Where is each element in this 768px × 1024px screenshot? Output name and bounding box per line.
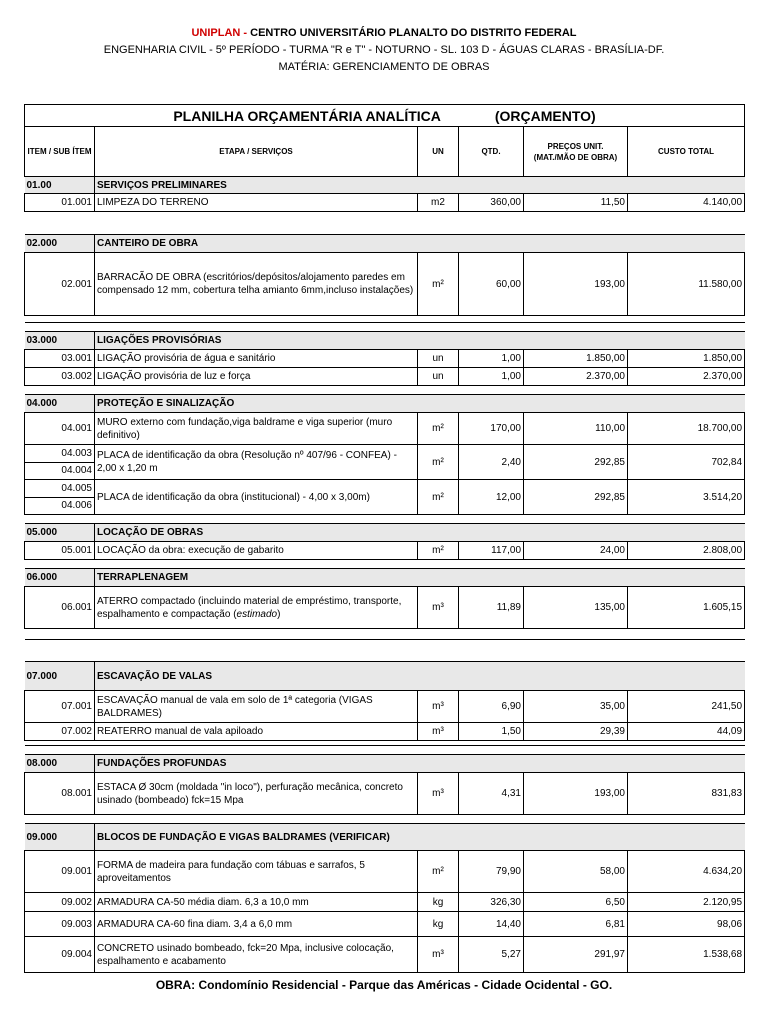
row-unit: un [418, 368, 459, 386]
row-quantity: 360,00 [459, 194, 524, 212]
header-line-1 [0, 27, 768, 39]
row-item: 04.001 [25, 413, 95, 445]
row-description: BARRACÃO DE OBRA (escritórios/depósitos/alojamento paredes em compensado 12 mm, cobertura telha amianto 6mm,incluso instalações) [95, 253, 418, 316]
row-item: 07.002 [25, 723, 95, 741]
section-row [25, 662, 745, 691]
row-quantity: 5,27 [459, 937, 524, 973]
section-name: ESCAVAÇÃO DE VALAS [95, 662, 745, 691]
row-description: ESTACA Ø 30cm (moldada "in loco"), perfuração mecânica, concreto usinado (bombeado) fck=15 Mpa [95, 773, 418, 815]
row-unit-price: 6,81 [524, 912, 628, 937]
section-name: LOCAÇÃO DE OBRAS [95, 524, 745, 542]
row-description: CONCRETO usinado bombeado, fck=20 Mpa, inclusive colocação, espalhamento e acabamento [95, 937, 418, 973]
row-item: 09.003 [25, 912, 95, 937]
row-unit: m² [418, 445, 459, 480]
spacer-row [25, 560, 745, 569]
row-total: 11.580,00 [628, 253, 745, 316]
section-code: 01.00 [25, 177, 95, 194]
row-unit-price: 135,00 [524, 587, 628, 629]
section-code: 05.000 [25, 524, 95, 542]
row-unit: kg [418, 912, 459, 937]
row-item: 03.002 [25, 368, 95, 386]
row-unit: m² [418, 413, 459, 445]
table-title-row [25, 105, 745, 127]
section-name: FUNDAÇÕES PROFUNDAS [95, 755, 745, 773]
table-row [25, 587, 745, 629]
section-name: LIGAÇÕES PROVISÓRIAS [95, 332, 745, 350]
row-unit-price: 35,00 [524, 691, 628, 723]
row-unit-price: 291,97 [524, 937, 628, 973]
row-unit: kg [418, 893, 459, 912]
row-unit-price: 292,85 [524, 480, 628, 515]
row-quantity: 60,00 [459, 253, 524, 316]
section-name: CANTEIRO DE OBRA [95, 235, 745, 253]
footer-text: Condomínio Residencial - Parque das Américas - Cidade Ocidental - GO. [198, 978, 613, 992]
course-line: ENGENHARIA CIVIL - 5º PERÍODO - TURMA "R e T" - NOTURNO - SL. 103 D - ÁGUAS CLARAS - BRASÍLIA-DF. [103, 44, 665, 56]
row-description: MURO externo com fundação,viga baldrame e viga superior (muro definitivo) [95, 413, 418, 445]
row-description: FORMA de madeira para fundação com tábuas e sarrafos, 5 aproveitamentos [95, 851, 418, 893]
row-total: 702,84 [628, 445, 745, 480]
table-row [25, 542, 745, 560]
section-row [25, 395, 745, 413]
row-quantity: 14,40 [459, 912, 524, 937]
section-code: 06.000 [25, 569, 95, 587]
row-total: 18.700,00 [628, 413, 745, 445]
col-item: ITEM / SUB ÍTEM [25, 127, 95, 177]
row-description-end: ) [277, 608, 281, 620]
table-row [25, 368, 745, 386]
spacer-row [25, 629, 745, 640]
section-row [25, 235, 745, 253]
row-item: 05.001 [25, 542, 95, 560]
row-total: 241,50 [628, 691, 745, 723]
row-total: 98,06 [628, 912, 745, 937]
row-unit: m² [418, 480, 459, 515]
table-row [25, 691, 745, 723]
spacer-row [25, 815, 745, 824]
section-code: 03.000 [25, 332, 95, 350]
table-row [25, 723, 745, 741]
row-item: 01.001 [25, 194, 95, 212]
row-unit: m³ [418, 937, 459, 973]
section-name: TERRAPLENAGEM [95, 569, 745, 587]
section-row [25, 569, 745, 587]
row-total: 4.140,00 [628, 194, 745, 212]
row-unit-price: 29,39 [524, 723, 628, 741]
row-quantity: 326,30 [459, 893, 524, 912]
row-unit-price: 292,85 [524, 445, 628, 480]
row-description: ARMADURA CA-50 média diam. 6,3 a 10,0 mm [95, 893, 418, 912]
spacer-row [25, 386, 745, 395]
row-item: 09.004 [25, 937, 95, 973]
row-total: 1.538,68 [628, 937, 745, 973]
table-row [25, 851, 745, 893]
row-description: ARMADURA CA-60 fina diam. 3,4 a 6,0 mm [95, 912, 418, 937]
section-code: 08.000 [25, 755, 95, 773]
table-row [25, 413, 745, 445]
row-item: 09.001 [25, 851, 95, 893]
budget-table [24, 104, 745, 973]
row-quantity: 1,50 [459, 723, 524, 741]
table-title: PLANILHA ORÇAMENTÁRIA ANALÍTICA [173, 107, 441, 124]
table-row [25, 445, 745, 480]
spacer-row [25, 323, 745, 332]
footer-label: OBRA: [155, 978, 196, 992]
row-unit-price: 193,00 [524, 773, 628, 815]
row-unit: m³ [418, 723, 459, 741]
row-quantity: 79,90 [459, 851, 524, 893]
row-unit: m² [418, 851, 459, 893]
spacer-row [25, 746, 745, 755]
row-unit-price: 2.370,00 [524, 368, 628, 386]
row-description: LIGAÇÃO provisória de água e sanitário [95, 350, 418, 368]
row-quantity: 12,00 [459, 480, 524, 515]
row-description: PLACA de identificação da obra (Resolução nº 407/96 - CONFEA) - 2,00 x 1,20 m [95, 445, 418, 480]
row-total: 4.634,20 [628, 851, 745, 893]
row-total: 44,09 [628, 723, 745, 741]
col-qty: QTD. [459, 127, 524, 177]
section-code: 02.000 [25, 235, 95, 253]
section-name: BLOCOS DE FUNDAÇÃO E VIGAS BALDRAMES (VERIFICAR) [95, 824, 745, 851]
table-row [25, 893, 745, 912]
table-row [25, 350, 745, 368]
project-footer [0, 978, 768, 992]
row-quantity: 170,00 [459, 413, 524, 445]
row-total: 2.808,00 [628, 542, 745, 560]
spacer-row [25, 316, 745, 323]
spacer-row [25, 640, 745, 662]
col-price: PREÇOS UNIT. (MAT./MÃO DE OBRA) [524, 127, 628, 177]
row-description-text: ATERRO compactado (incluindo material de empréstimo, transporte, espalhamento e compactação ( [97, 595, 402, 620]
section-code: 07.000 [25, 662, 95, 691]
center-name: CENTRO UNIVERSITÁRIO PLANALTO DO DISTRITO FEDERAL [250, 27, 577, 39]
row-total: 3.514,20 [628, 480, 745, 515]
section-name: SERVIÇOS PRELIMINARES [95, 177, 745, 194]
row-description: PLACA de identificação da obra (institucional) - 4,00 x 3,00m) [95, 480, 418, 515]
col-total: CUSTO TOTAL [628, 127, 745, 177]
section-row [25, 755, 745, 773]
row-item-code-2: 04.006 [61, 500, 92, 512]
table-row [25, 912, 745, 937]
row-item-code: 04.003 [25, 445, 94, 463]
col-desc: ETAPA / SERVIÇOS [95, 127, 418, 177]
table-row [25, 253, 745, 316]
row-item [25, 480, 95, 515]
row-unit: m³ [418, 587, 459, 629]
row-total: 2.370,00 [628, 368, 745, 386]
row-item: 06.001 [25, 587, 95, 629]
row-quantity: 117,00 [459, 542, 524, 560]
row-unit: un [418, 350, 459, 368]
row-description-emphasis: estimado [236, 608, 278, 620]
org-name: UNIPLAN - [191, 27, 248, 39]
row-quantity: 11,89 [459, 587, 524, 629]
row-item: 07.001 [25, 691, 95, 723]
col-un: UN [418, 127, 459, 177]
row-item: 08.001 [25, 773, 95, 815]
table-title-2: (ORÇAMENTO) [494, 107, 596, 124]
row-description: LOCAÇÃO da obra: execução de gabarito [95, 542, 418, 560]
row-quantity: 6,90 [459, 691, 524, 723]
spacer-row [25, 515, 745, 524]
table-row [25, 937, 745, 973]
row-unit: m³ [418, 773, 459, 815]
row-unit-price: 1.850,00 [524, 350, 628, 368]
row-description [95, 587, 418, 629]
row-unit-price: 24,00 [524, 542, 628, 560]
row-unit-price: 6,50 [524, 893, 628, 912]
row-description: LIGAÇÃO provisória de luz e força [95, 368, 418, 386]
section-row [25, 177, 745, 194]
row-description: ESCAVAÇÃO manual de vala em solo de 1ª categoria (VIGAS BALDRAMES) [95, 691, 418, 723]
section-code: 09.000 [25, 824, 95, 851]
row-total: 831,83 [628, 773, 745, 815]
table-row [25, 773, 745, 815]
section-row [25, 524, 745, 542]
row-quantity: 4,31 [459, 773, 524, 815]
row-unit-price: 58,00 [524, 851, 628, 893]
row-item: 09.002 [25, 893, 95, 912]
section-row [25, 332, 745, 350]
subject-line: MATÉRIA: GERENCIAMENTO DE OBRAS [278, 61, 490, 73]
row-unit: m² [418, 253, 459, 316]
row-quantity: 2,40 [459, 445, 524, 480]
row-unit-price: 110,00 [524, 413, 628, 445]
section-name: PROTEÇÃO E SINALIZAÇÃO [95, 395, 745, 413]
spacer-row [25, 212, 745, 235]
row-unit-price: 11,50 [524, 194, 628, 212]
column-header-row [25, 127, 745, 177]
row-item: 02.001 [25, 253, 95, 316]
row-item-code-2: 04.004 [61, 465, 92, 477]
row-total: 2.120,95 [628, 893, 745, 912]
section-code: 04.000 [25, 395, 95, 413]
section-row [25, 824, 745, 851]
row-unit: m³ [418, 691, 459, 723]
row-description: REATERRO manual de vala apiloado [95, 723, 418, 741]
row-item [25, 445, 95, 480]
row-total: 1.605,15 [628, 587, 745, 629]
row-unit: m2 [418, 194, 459, 212]
row-quantity: 1,00 [459, 368, 524, 386]
row-item: 03.001 [25, 350, 95, 368]
row-description: LIMPEZA DO TERRENO [95, 194, 418, 212]
table-row [25, 194, 745, 212]
row-unit: m² [418, 542, 459, 560]
row-total: 1.850,00 [628, 350, 745, 368]
row-item-code: 04.005 [25, 480, 94, 498]
table-row [25, 480, 745, 515]
row-quantity: 1,00 [459, 350, 524, 368]
row-unit-price: 193,00 [524, 253, 628, 316]
